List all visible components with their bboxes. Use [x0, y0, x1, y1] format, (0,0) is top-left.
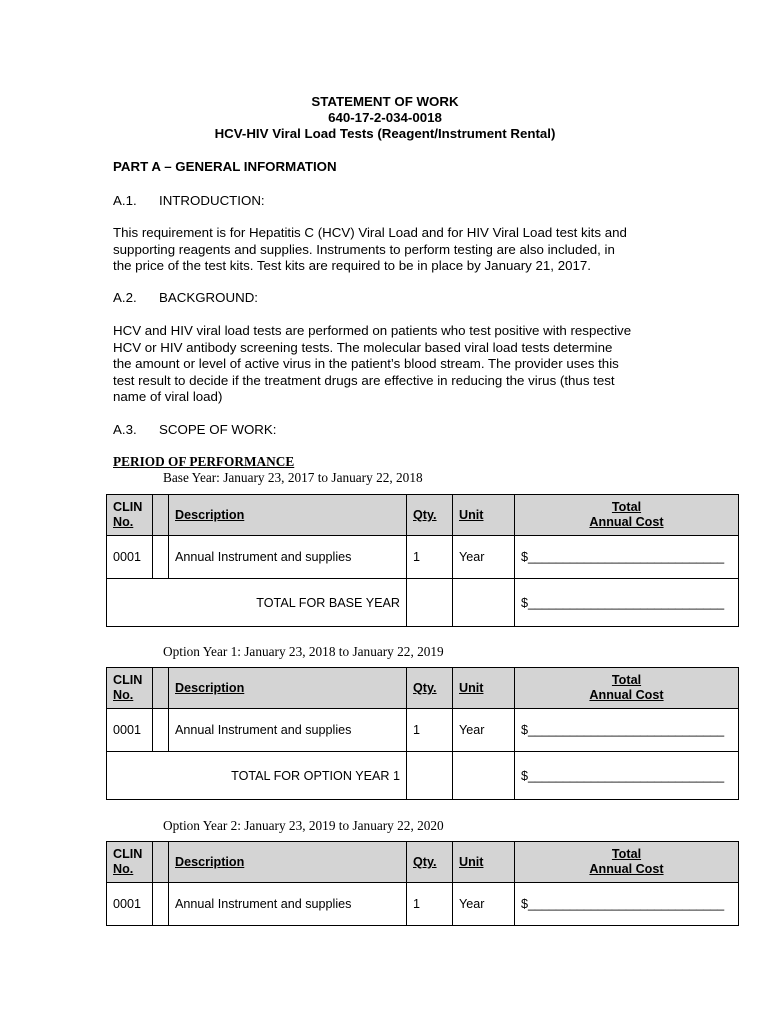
unit-cell: Year — [453, 883, 515, 926]
total-header: Total Annual Cost — [515, 668, 739, 709]
section-a3-title: SCOPE OF WORK: — [159, 422, 277, 437]
paragraph-line: the price of the test kits. Test kits are required to be in place by January 21, 2017. — [113, 258, 591, 274]
spacer-cell — [153, 668, 169, 709]
total-cost-field[interactable]: $____________________________ — [515, 752, 739, 800]
unit-cell: Year — [453, 709, 515, 752]
total-row — [107, 579, 739, 627]
table-row — [107, 883, 739, 926]
clin-header: CLIN No. — [107, 668, 153, 709]
unit-header: Unit — [453, 842, 515, 883]
description-cell: Annual Instrument and supplies — [169, 536, 407, 579]
base-year-table — [106, 494, 739, 627]
option-year-2-label: Option Year 2: January 23, 2019 to January 22, 2020 — [163, 818, 444, 833]
total-header: Total Annual Cost — [515, 842, 739, 883]
option-year-1-label: Option Year 1: January 23, 2018 to January 22, 2019 — [163, 644, 444, 659]
clin-header: CLIN No. — [107, 842, 153, 883]
section-a1-number: A.1. — [113, 193, 137, 208]
introduction-paragraph — [113, 225, 673, 275]
table-header-row — [107, 668, 739, 709]
spacer-cell — [153, 842, 169, 883]
spacer-cell — [153, 536, 169, 579]
spacer-cell — [407, 752, 453, 800]
paragraph-line: HCV and HIV viral load tests are performed on patients who test positive with respective — [113, 323, 632, 338]
clin-cell: 0001 — [107, 536, 153, 579]
paragraph-line: This requirement is for Hepatitis C (HCV) Viral Load and for HIV Viral Load test kits and — [113, 225, 627, 240]
section-a1-title: INTRODUCTION: — [159, 193, 265, 208]
paragraph-line: name of viral load) — [113, 389, 223, 405]
section-a3-number: A.3. — [113, 422, 137, 437]
total-row — [107, 752, 739, 800]
table-header-row — [107, 495, 739, 536]
spacer-cell — [453, 579, 515, 627]
qty-cell: 1 — [407, 536, 453, 579]
paragraph-line: HCV or HIV antibody screening tests. The molecular based viral load tests determine — [113, 339, 613, 355]
document-title: STATEMENT OF WORK — [311, 94, 459, 109]
unit-header: Unit — [453, 495, 515, 536]
base-year-label: Base Year: January 23, 2017 to January 22, 2018 — [163, 470, 423, 485]
section-a2-number: A.2. — [113, 290, 137, 305]
cost-field[interactable]: $____________________________ — [515, 883, 739, 926]
clin-cell: 0001 — [107, 709, 153, 752]
qty-cell: 1 — [407, 883, 453, 926]
clin-header: CLIN No. — [107, 495, 153, 536]
qty-header: Qty. — [407, 668, 453, 709]
table-header-row — [107, 842, 739, 883]
table-row — [107, 709, 739, 752]
document-subtitle: HCV-HIV Viral Load Tests (Reagent/Instrument Rental) — [214, 126, 556, 141]
total-cost-field[interactable]: $____________________________ — [515, 579, 739, 627]
spacer-cell — [153, 709, 169, 752]
paragraph-line: supporting reagents and supplies. Instruments to perform testing are also included, in — [113, 241, 615, 257]
qty-header: Qty. — [407, 495, 453, 536]
part-a-heading: PART A – GENERAL INFORMATION — [113, 159, 337, 174]
option-year-2-table — [106, 841, 739, 926]
clin-cell: 0001 — [107, 883, 153, 926]
cost-field[interactable]: $____________________________ — [515, 709, 739, 752]
period-of-performance-heading: PERIOD OF PERFORMANCE — [113, 454, 295, 469]
total-header: Total Annual Cost — [515, 495, 739, 536]
spacer-cell — [153, 883, 169, 926]
spacer-cell — [453, 752, 515, 800]
background-paragraph — [113, 323, 673, 406]
total-label: TOTAL FOR BASE YEAR — [107, 579, 407, 627]
description-header: Description — [169, 495, 407, 536]
unit-cell: Year — [453, 536, 515, 579]
cost-field[interactable]: $____________________________ — [515, 536, 739, 579]
description-header: Description — [169, 668, 407, 709]
description-cell: Annual Instrument and supplies — [169, 709, 407, 752]
paragraph-line: the amount or level of active virus in the patient’s blood stream. The provider uses this — [113, 356, 619, 372]
description-header: Description — [169, 842, 407, 883]
spacer-cell — [153, 495, 169, 536]
total-label: TOTAL FOR OPTION YEAR 1 — [107, 752, 407, 800]
section-a2-title: BACKGROUND: — [159, 290, 258, 305]
option-year-1-table — [106, 667, 739, 800]
qty-cell: 1 — [407, 709, 453, 752]
spacer-cell — [407, 579, 453, 627]
contract-number: 640-17-2-034-0018 — [328, 110, 442, 125]
qty-header: Qty. — [407, 842, 453, 883]
paragraph-line: test result to decide if the treatment drugs are effective in reducing the virus (thus test — [113, 372, 615, 388]
unit-header: Unit — [453, 668, 515, 709]
table-row — [107, 536, 739, 579]
description-cell: Annual Instrument and supplies — [169, 883, 407, 926]
